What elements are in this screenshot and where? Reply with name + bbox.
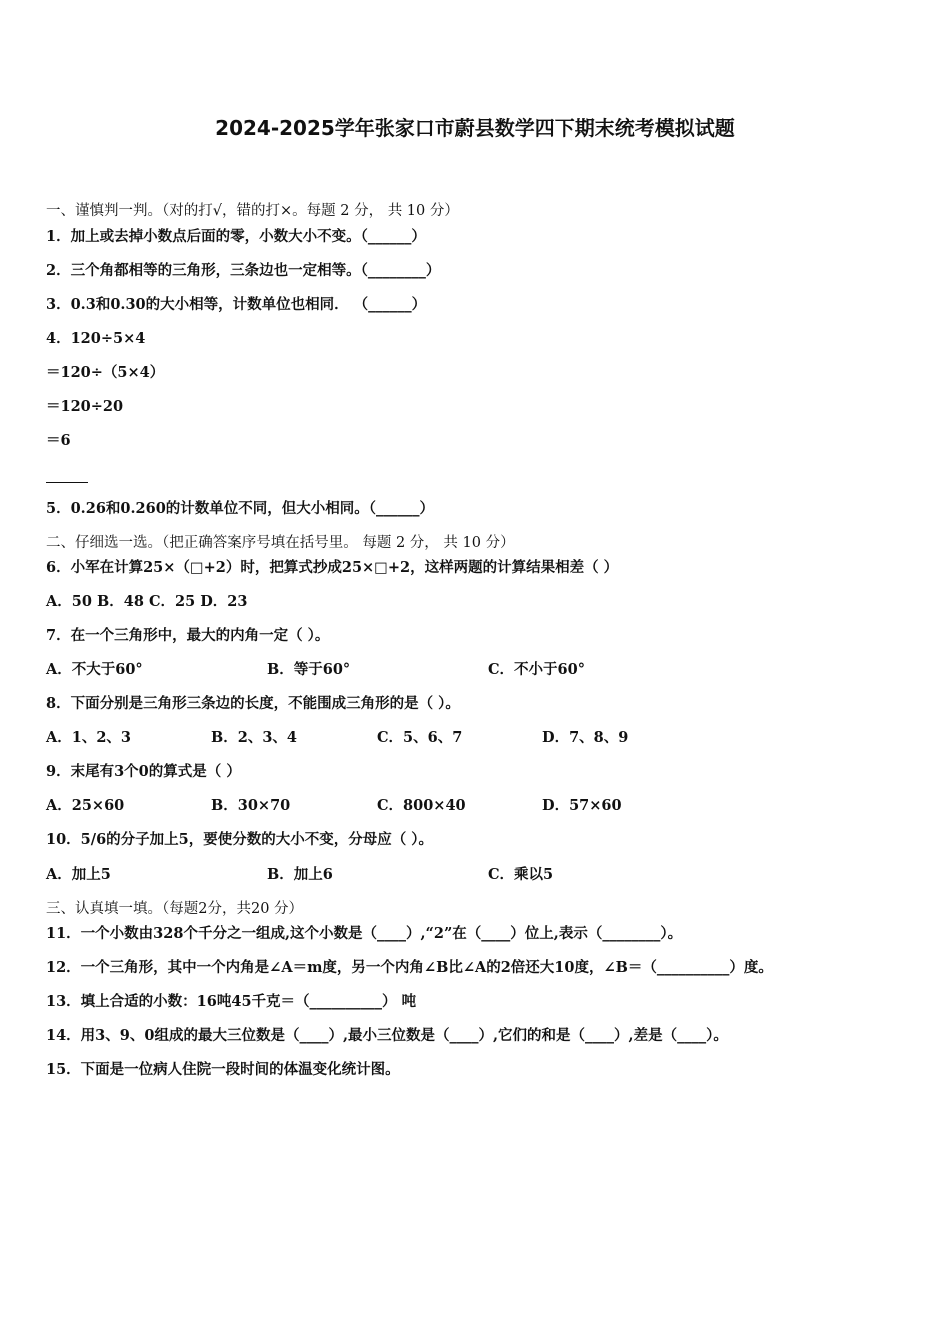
- section-1-header: 一、谨慎判一判。（对的打√，错的打×。每题 2 分， 共 10 分）: [46, 203, 459, 219]
- section-2-header: 二、仔细选一选。（把正确答案序号填在括号里。 每题 2 分， 共 10 分）: [46, 535, 515, 551]
- question-7-option-a: A．不大于60°: [46, 661, 143, 678]
- question-7: 7．在一个三角形中，最大的内角一定（ ）。: [46, 627, 330, 644]
- question-12: 12．一个三角形，其中一个内角是∠A＝m度，另一个内角∠B比∠A的2倍还大10度，∠B＝（__________）度。: [46, 959, 773, 976]
- question-8-option-d: D．7、8、9: [542, 729, 629, 746]
- question-8-option-b: B．2、3、4: [211, 729, 298, 746]
- question-15: 15．下面是一位病人住院一段时间的体温变化统计图。: [46, 1061, 400, 1078]
- question-10-option-b: B．加上6: [267, 866, 333, 883]
- page-title: 2024-2025学年张家口市蔚县数学四下期末统考模拟试题: [215, 116, 735, 140]
- question-6: 6．小军在计算25×（□+2）时，把算式抄成25×□+2，这样两题的计算结果相差（ ）: [46, 559, 619, 576]
- question-10-option-a: A．加上5: [46, 866, 111, 883]
- question-13: 13．填上合适的小数：16吨45千克＝（__________） 吨: [46, 993, 417, 1010]
- question-14: 14．用3、9、0组成的最大三位数是（____）,最小三位数是（____）,它们的和是（____）,差是（____）。: [46, 1027, 728, 1044]
- section-3-header: 三、认真填一填。（每题2分，共20 分）: [46, 901, 304, 917]
- question-10: 10．5/6的分子加上5，要使分数的大小不变，分母应（ ）。: [46, 831, 434, 848]
- question-8: 8．下面分别是三角形三条边的长度，不能围成三角形的是（ ）。: [46, 695, 460, 712]
- question-7-option-b: B．等于60°: [267, 661, 351, 678]
- question-7-option-c: C．不小于60°: [488, 661, 585, 678]
- question-6-options: A．50 B．48 C．25 D．23: [46, 593, 248, 610]
- question-9-option-c: C．800×40: [377, 797, 466, 814]
- question-1: 1．加上或去掉小数点后面的零，小数大小不变。（______）: [46, 228, 426, 245]
- question-9-option-a: A．25×60: [46, 797, 125, 814]
- answer-blank-line: [46, 482, 88, 483]
- question-2: 2．三个角都相等的三角形，三条边也一定相等。（________）: [46, 262, 441, 279]
- question-5: 5．0.26和0.260的计数单位不同，但大小相同。（______）: [46, 500, 435, 517]
- question-8-option-c: C．5、6、7: [377, 729, 463, 746]
- question-4-line-2: ＝120÷（5×4）: [46, 364, 165, 381]
- question-4-line-3: ＝120÷20: [46, 398, 124, 415]
- question-11: 11．一个小数由328个千分之一组成,这个小数是（____）,“2”在（____）位上,表示（________）。: [46, 925, 683, 942]
- question-4-line-4: ＝6: [46, 432, 71, 449]
- question-8-option-a: A．1、2、3: [46, 729, 132, 746]
- question-10-option-c: C．乘以5: [488, 866, 554, 883]
- question-9: 9．末尾有3个0的算式是（ ）: [46, 763, 241, 780]
- question-4-line-1: 4．120÷5×4: [46, 330, 146, 347]
- question-9-option-d: D．57×60: [542, 797, 622, 814]
- question-9-option-b: B．30×70: [211, 797, 291, 814]
- question-3: 3．0.3和0.30的大小相等，计数单位也相同． （______）: [46, 296, 427, 313]
